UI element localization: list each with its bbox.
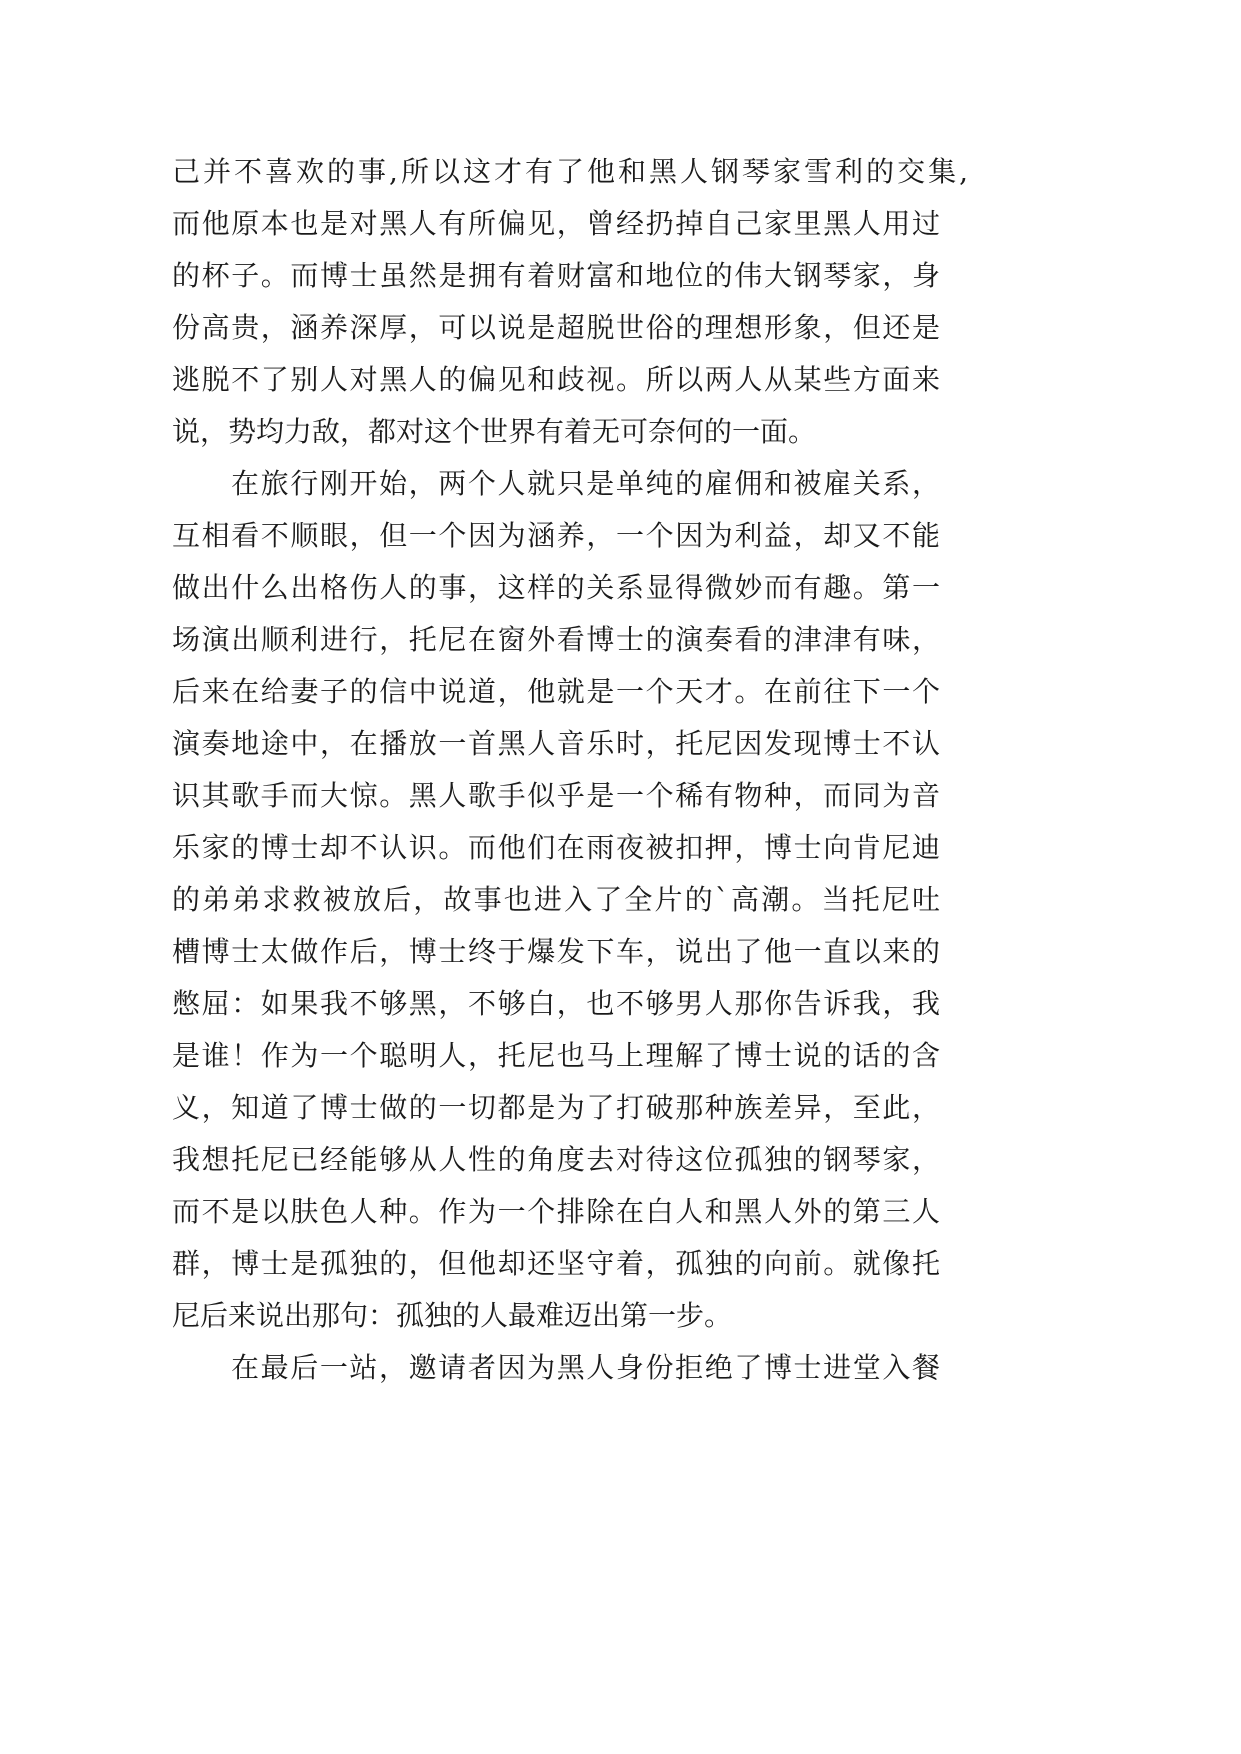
text-line: 己并不喜欢的事,所以这才有了他和黑人钢琴家雪利的交集, [172,155,968,188]
text-line: 槽博士太做作后，博士终于爆发下车，说出了他一直以来的 [172,935,940,968]
text-line: 的弟弟求救被放后，故事也进入了全片的`高潮。当托尼吐 [172,883,940,916]
paragraph [172,146,972,458]
text-line: 场演出顺利进行，托尼在窗外看博士的演奏看的津津有味， [172,623,940,656]
text-line: 份高贵，涵养深厚，可以说是超脱世俗的理想形象，但还是 [172,311,940,344]
text-line: 是谁！作为一个聪明人，托尼也马上理解了博士说的话的含 [172,1039,940,1072]
text-line: 做出什么出格伤人的事，这样的关系显得微妙而有趣。第一 [172,571,940,604]
text-line: 说，势均力敌，都对这个世界有着无可奈何的一面。 [172,415,817,448]
text-line: 在最后一站，邀请者因为黑人身份拒绝了博士进堂入餐 [231,1351,940,1384]
text-line: 群，博士是孤独的，但他却还坚守着，孤独的向前。就像托 [172,1247,940,1280]
text-line: 而不是以肤色人种。作为一个排除在白人和黑人外的第三人 [172,1195,940,1228]
text-line: 识其歌手而大惊。黑人歌手似乎是一个稀有物种，而同为音 [172,779,940,812]
text-line: 憋屈：如果我不够黑，不够白，也不够男人那你告诉我，我 [172,987,940,1020]
text-line: 逃脱不了别人对黑人的偏见和歧视。所以两人从某些方面来 [172,363,940,396]
paragraph [172,458,972,1342]
document-body [172,146,972,1394]
text-line: 互相看不顺眼，但一个因为涵养，一个因为利益，却又不能 [172,519,940,552]
text-line: 后来在给妻子的信中说道，他就是一个天才。在前往下一个 [172,675,940,708]
paragraph [172,1342,972,1394]
text-line: 义，知道了博士做的一切都是为了打破那种族差异，至此， [172,1091,940,1124]
text-line: 而他原本也是对黑人有所偏见，曾经扔掉自己家里黑人用过 [172,207,940,240]
text-line: 我想托尼已经能够从人性的角度去对待这位孤独的钢琴家， [172,1143,940,1176]
text-line: 演奏地途中，在播放一首黑人音乐时，托尼因发现博士不认 [172,727,940,760]
text-line: 尼后来说出那句：孤独的人最难迈出第一步。 [172,1299,733,1332]
text-line: 在旅行刚开始，两个人就只是单纯的雇佣和被雇关系， [231,467,940,500]
text-line: 的杯子。而博士虽然是拥有着财富和地位的伟大钢琴家，身 [172,259,940,292]
text-line: 乐家的博士却不认识。而他们在雨夜被扣押，博士向肯尼迪 [172,831,940,864]
